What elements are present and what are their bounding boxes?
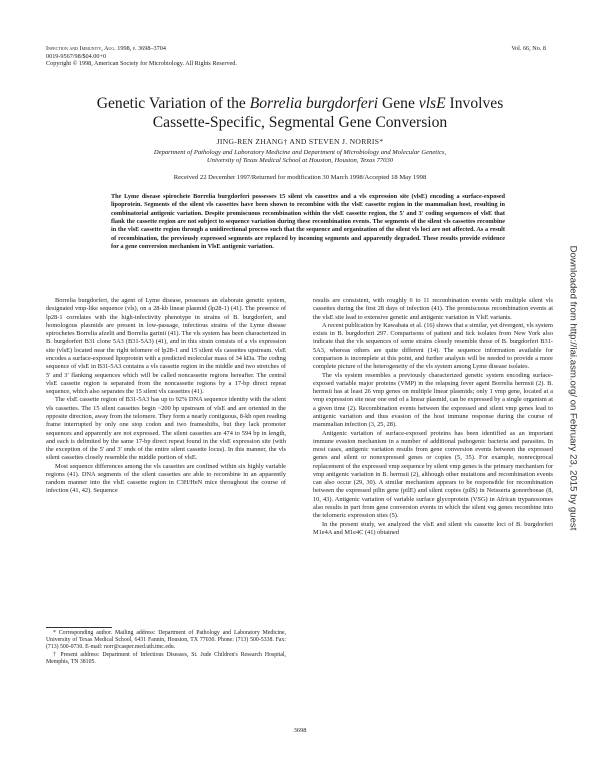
body-paragraph: Borrelia burgdorferi, the agent of Lyme disease, possesses an elaborate genetic system, designated vmp-like sequence (vls), on a 28-kb linear plasmid (lp28-1) (41). The presence of lp28-1 correlates with the high-infectivity phenotype in strains of B. burgdorferi, and homologous plasmids are present in low-passage, infectious strains of the Lyme disease spirochetes Borrelia afzelii and Borrelia garinii (41). The vls system has been characterized in B. burgdorferi B31 clone 5A3 (B31-5A3) (41), and in this strain consists of a vls expression site (vlsE) located near the right telomere of lp28-1 and 15 silent vls cassettes upstream. vlsE encodes a surface-exposed lipoprotein with a predicted molecular mass of 34 kDa. The coding sequence of vlsE in B31-5A3 contains a vls cassette region in the middle and two stretches of 5′ and 3′ flanking sequences which will be called noncassette regions hereafter. The central vlsE cassette region is separated from the noncassette regions by a 17-bp direct repeat sequence, which also separates the 15 silent vls cassettes (41). <box>46 297 286 396</box>
footnote-divider <box>46 627 112 628</box>
affiliation: Department of Pathology and Laboratory Medicine and Department of Microbiology and Molecular Genetics, University of Texas Medical School at Houston, Houston, Texas 77030 <box>153 149 447 165</box>
body-paragraph: results are consistent, with roughly 6 to 11 recombination events with multiple silent vls cassettes during the first 28 days of infection (41). The promiscuous recombination events at the vlsE site lead to extensive genetic and antigenic variation in VlsE variants. <box>313 297 553 321</box>
body-paragraph: The vls system resembles a previously characterized genetic system encoding surface-exposed variable major proteins (VMP) in the relapsing fever agent Borrelia hermsii (2). B. hermsii has at least 26 vmp genes on multiple linear plasmids; only 1 vmp gene, located at a vmp expression site near one end of a linear plasmid, can be expressed by a single organism at a given time (2). Recombination events between the expressed and silent vmp genes lead to antigenic variation and thus evasion of the host immune response during the course of mammalian infection (3, 25, 28). <box>313 371 553 429</box>
article-title: Genetic Variation of the Borrelia burgdorferi Gene vlsE Involves Cassette-Specific, Segmental Gene Conversion <box>96 95 504 131</box>
abstract: The Lyme disease spirochete Borrelia burgdorferi possesses 15 silent vls cassettes and a vls expression site (vlsE) encoding a surface-exposed lipoprotein. Segments of the silent vls cassettes have been shown to recombine with the vlsE cassette region in the mammalian host, resulting in combinatorial antigenic variation. Despite promiscuous recombination within the vlsE cassette region, the 5′ and 3′ coding sequences of vlsE that flank the cassette region are not subject to sequence variation during these recombination events. The segments of the silent vls cassettes recombine in the vlsE cassette region through a unidirectional process such that the sequence and organization of the silent vls loci are not affected. As a result of recombination, the previously expressed segments are replaced by incoming segments and apparently degraded. These results provide evidence for a gene conversion mechanism in VlsE antigenic variation. <box>111 193 505 251</box>
page-number: 3698 <box>293 727 307 734</box>
footnotes <box>46 630 286 666</box>
watermark-text: Downloaded from http://iai.asm.org/ on February 23, 2015 by guest <box>567 245 579 531</box>
body-paragraph: The vlsE cassette region of B31-5A3 has up to 92% DNA sequence identity with the silent vls cassettes. The 15 silent cassettes begin ~200 bp upstream of vlsE and are oriented in the opposite direction, away from the telomere. They form a nearly contiguous, 8-kb open reading frame interrupted by only one stop codon and two frameshifts, but they lack promoter sequences and apparently are not expressed. The silent cassettes are 474 to 594 bp in length, and each is delimited by the same 17-bp direct repeat found in the vlsE expression site (with the exception of the 5′ and 3′ ends of the entire silent cassette locus). In this manner, the vls silent cassettes closely resemble the middle portion of vlsE. <box>46 396 286 462</box>
body-paragraph: In the present study, we analyzed the vlsE and silent vls cassette loci of B. burgdorferi M1e4A and M1e4C (41) obtained <box>313 520 553 536</box>
volume-number: Vol. 66, No. 8 <box>511 45 546 52</box>
body-paragraph: A recent publication by Kawabata et al. (16) shows that a similar, yet divergent, vls system exists in B. burgdorferi 297. Comparisons of patient and tick isolates from New York also indicate that the vls sequences of some strains closely resemble those of B. burgdorferi B31-5A3, whereas others are quite different (14). The sequence information available for comparison is incomplete at this point, and further analysis will be needed to provide a more complete picture of the heterogeneity of the vls system among Lyme disease isolates. <box>313 321 553 371</box>
body-column-left <box>46 297 286 496</box>
copyright-line: Copyright © 1998, American Society for Microbiology. All Rights Reserved. <box>46 60 237 68</box>
present-address-note: † Present address: Department of Infectious Diseases, St. Jude Children's Research Hospital, Memphis, TN 38105. <box>46 651 286 665</box>
received-dates: Received 22 December 1997/Returned for modification 30 March 1998/Accepted 18 May 1998 <box>173 174 427 181</box>
body-paragraph: Most sequence differences among the vls cassettes are confined within six highly variable regions (41). DNA segments of the silent cassettes are able to recombine in an apparently random manner into the vlsE cassette region in C3H/HeN mice throughout the course of infection (41, 42). Sequence <box>46 462 286 495</box>
body-column-right <box>313 297 553 537</box>
running-header <box>46 45 426 68</box>
issn-line: 0019-9567/98/$04.00+0 <box>46 52 107 60</box>
author-list: JING-REN ZHANG† AND STEVEN J. NORRIS* <box>216 137 384 146</box>
body-paragraph: Antigenic variation of surface-exposed proteins has been identified as an important immune evasion mechanism in a number of additional pathogenic bacteria and parasites. In most cases, antigenic variation results from gene conversion events between the expressed genes and silent or nonexpressed genes or copies (5, 35). For example, nonreciprocal replacement of the expressed vmp sequence by silent vmp genes is the primary mechanism for vmp antigenic variation in B. hermsii (2), although other mutations and recombination events can also occur (29, 30). A similar mechanism appears to be responsible for recombination between the expressed pilin gene (pilE) and silent copies (pilS) in Neisseria gonorrhoeae (8, 10, 43). Antigenic variation of variable surface glycoprotein (VSG) in African trypanosomes also results in part from gene conversion events in which the silent vsg genes recombine into the telomeric expression sites (5). <box>313 429 553 520</box>
corresponding-author-note: * Corresponding author. Mailing address: Department of Pathology and Laboratory Medicine, University of Texas Medical School, 6431 Fannin, Houston, TX 77030. Phone: (713) 500-5338. Fax: (713) 500-0730. E-mail: norr@casper.med.uth.tmc.edu. <box>46 630 286 651</box>
journal-citation: Infection and Immunity, Aug. 1998, p. 3698–3704 <box>46 45 166 52</box>
